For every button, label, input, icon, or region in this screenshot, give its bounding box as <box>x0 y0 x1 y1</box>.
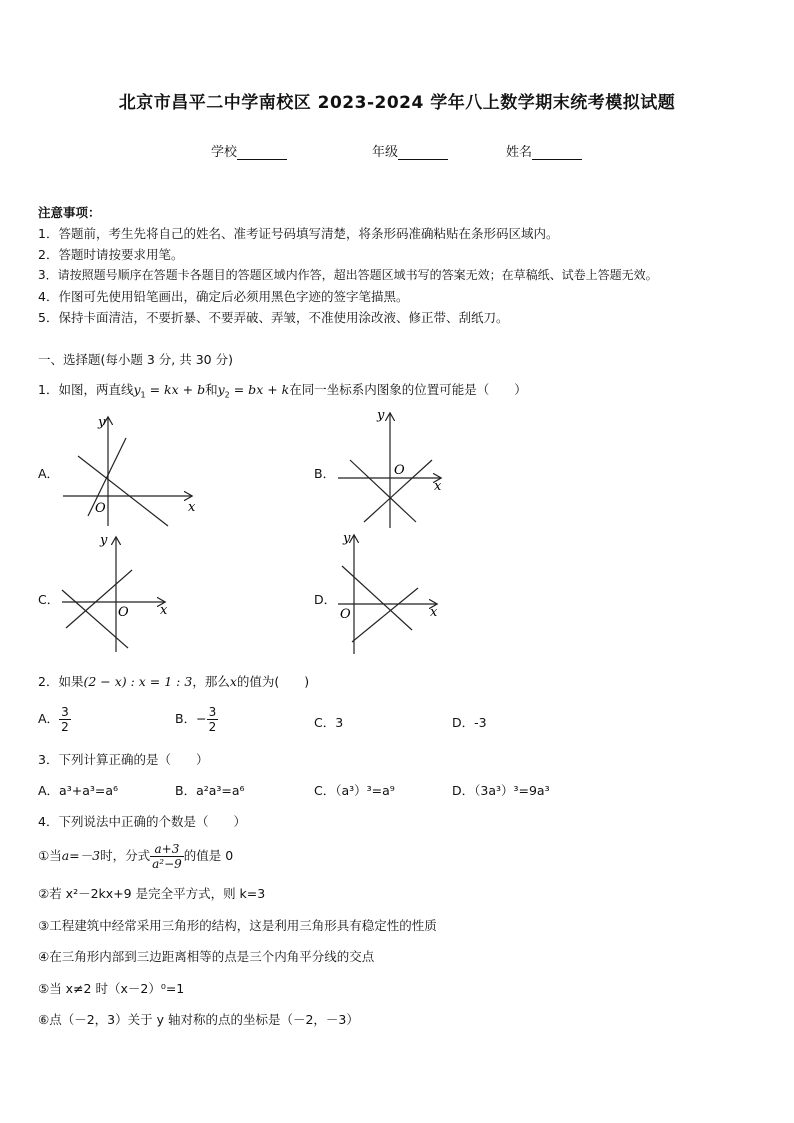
notice-item: 1．答题前，考生先将自己的姓名、准考证号码填写清楚，将条形码准确粘贴在条形码区域内。 <box>38 226 559 241</box>
q4-statement-2: ②若 x²－2kx+9 是完全平方式，则 k=3 <box>38 886 266 901</box>
q2-suffix: 的值为( ) <box>236 674 310 689</box>
grade-label: 年级 <box>372 145 399 160</box>
q4-statement-4: ④在三角形内部到三边距离相等的点是三个内角平分线的交点 <box>38 949 375 964</box>
q1-graph-b <box>334 404 454 532</box>
q1-option-a-label[interactable]: A． <box>38 466 60 481</box>
q3-option-c[interactable]: C．（a³）³=a⁹ <box>314 783 395 798</box>
notice-heading: 注意事项： <box>38 205 101 220</box>
y-label: y <box>100 533 108 548</box>
school-label: 学校 <box>211 145 238 160</box>
q3-option-d[interactable]: D．（3a³）³=9a³ <box>452 783 550 798</box>
x-label: x <box>188 500 196 515</box>
school-field[interactable] <box>211 141 287 160</box>
question-3-stem: 3．下列计算正确的是（ ） <box>38 752 209 767</box>
q1-eq2-sub: 2 <box>224 390 230 400</box>
q2-option-b-fraction <box>207 705 219 734</box>
s1-prefix: ①当 <box>38 848 62 863</box>
question-4-stem: 4．下列说法中正确的个数是（ ） <box>38 814 246 829</box>
origin-label: O <box>95 501 106 516</box>
q2-mid: ，那么 <box>192 674 230 689</box>
q1-suffix: 在同一坐标系内图象的位置可能是（ ） <box>289 382 527 397</box>
q4-statement-6: ⑥点（－2，3）关于 y 轴对称的点的坐标是（－2，－3） <box>38 1012 359 1027</box>
q2-prefix: 2．如果 <box>38 674 84 689</box>
q2-option-a-fraction <box>59 705 71 734</box>
origin-label: O <box>394 463 405 478</box>
q1-eq1-lhs: y <box>133 382 141 397</box>
q1-graph-d <box>334 530 444 658</box>
q3-option-a[interactable]: A．a³+a³=a⁶ <box>38 783 119 798</box>
line-2 <box>88 438 126 516</box>
s1-mid: 时，分式 <box>100 848 151 863</box>
q4-statement-1 <box>38 842 233 871</box>
x-label: x <box>434 479 442 494</box>
q4-statement-3: ③工程建筑中经常采用三角形的结构，这是利用三角形具有稳定性的性质 <box>38 918 437 933</box>
q1-graph-a <box>58 408 208 530</box>
s1-condition: a=－3 <box>61 848 101 863</box>
fraction-numerator: 3 <box>61 705 69 719</box>
fraction-denominator: 2 <box>208 720 217 734</box>
line-1 <box>78 456 168 526</box>
x-label: x <box>160 603 168 618</box>
origin-label: O <box>118 605 129 620</box>
q2-option-b-label: B．− <box>175 711 207 726</box>
y-label: y <box>98 415 106 430</box>
q1-option-b-label[interactable]: B． <box>314 466 336 481</box>
name-field[interactable] <box>506 141 582 160</box>
q1-eq2-lhs: y <box>217 382 225 397</box>
section-heading: 一、选择题(每小题 3 分, 共 30 分) <box>38 352 233 367</box>
q1-prefix: 1．如图，两直线 <box>38 382 134 397</box>
q2-option-d[interactable]: D．-3 <box>452 715 487 730</box>
q2-option-b[interactable] <box>175 705 218 734</box>
q1-option-d-label[interactable]: D． <box>314 592 337 607</box>
q2-option-a-label: A． <box>38 711 60 726</box>
q1-option-c-label[interactable]: C． <box>38 592 60 607</box>
line-2 <box>352 588 418 642</box>
q1-mid: 和 <box>205 382 218 397</box>
y-label: y <box>377 408 385 423</box>
grade-field[interactable] <box>372 141 448 160</box>
grade-blank[interactable] <box>398 147 448 160</box>
x-label: x <box>430 605 438 620</box>
q3-option-b[interactable]: B．a²a³=a⁶ <box>175 783 245 798</box>
q2-variable: x <box>229 674 237 689</box>
notice-item: 3．请按照题号顺序在答题卡各题目的答题区域内作答，超出答题区域书写的答案无效；在草稿纸、试卷上答题无效。 <box>38 268 658 282</box>
fraction-denominator: a²−9 <box>152 857 182 871</box>
q1-eq2-rhs: = bx + k <box>229 382 290 397</box>
q2-option-a[interactable] <box>38 705 71 734</box>
s1-fraction <box>150 842 184 871</box>
fraction-denominator: 2 <box>61 720 69 734</box>
fraction-numerator: a+3 <box>150 842 184 857</box>
name-label: 姓名 <box>506 145 533 160</box>
notice-item: 4．作图可先使用铅笔画出，确定后必须用黑色字迹的签字笔描黑。 <box>38 289 409 304</box>
line-1 <box>342 566 412 630</box>
q1-graph-c <box>58 532 178 656</box>
question-1-stem <box>38 380 527 400</box>
notice-item: 5．保持卡面清洁，不要折暴、不要弄破、弄皱，不准使用涂改液、修正带、刮纸刀。 <box>38 310 509 325</box>
school-blank[interactable] <box>237 147 287 160</box>
q4-statement-5: ⑤当 x≠2 时（x－2）⁰=1 <box>38 981 185 996</box>
page-title: 北京市昌平二中学南校区 2023-2024 学年八上数学期末统考模拟试题 <box>118 93 676 113</box>
line-1 <box>350 460 416 522</box>
question-2-stem <box>38 672 309 690</box>
q1-eq1-rhs: = kx + b <box>145 382 206 397</box>
q2-option-c[interactable]: C．3 <box>314 715 344 730</box>
y-label: y <box>343 531 351 546</box>
fraction-numerator: 3 <box>208 705 217 719</box>
s1-suffix: 的值是 0 <box>183 848 234 863</box>
origin-label: O <box>340 607 351 622</box>
notice-item: 2．答题时请按要求用笔。 <box>38 247 184 262</box>
name-blank[interactable] <box>532 147 582 160</box>
q2-expression: (2 − x) : x = 1 : 3 <box>83 674 193 689</box>
q1-eq1-sub: 1 <box>140 390 146 400</box>
